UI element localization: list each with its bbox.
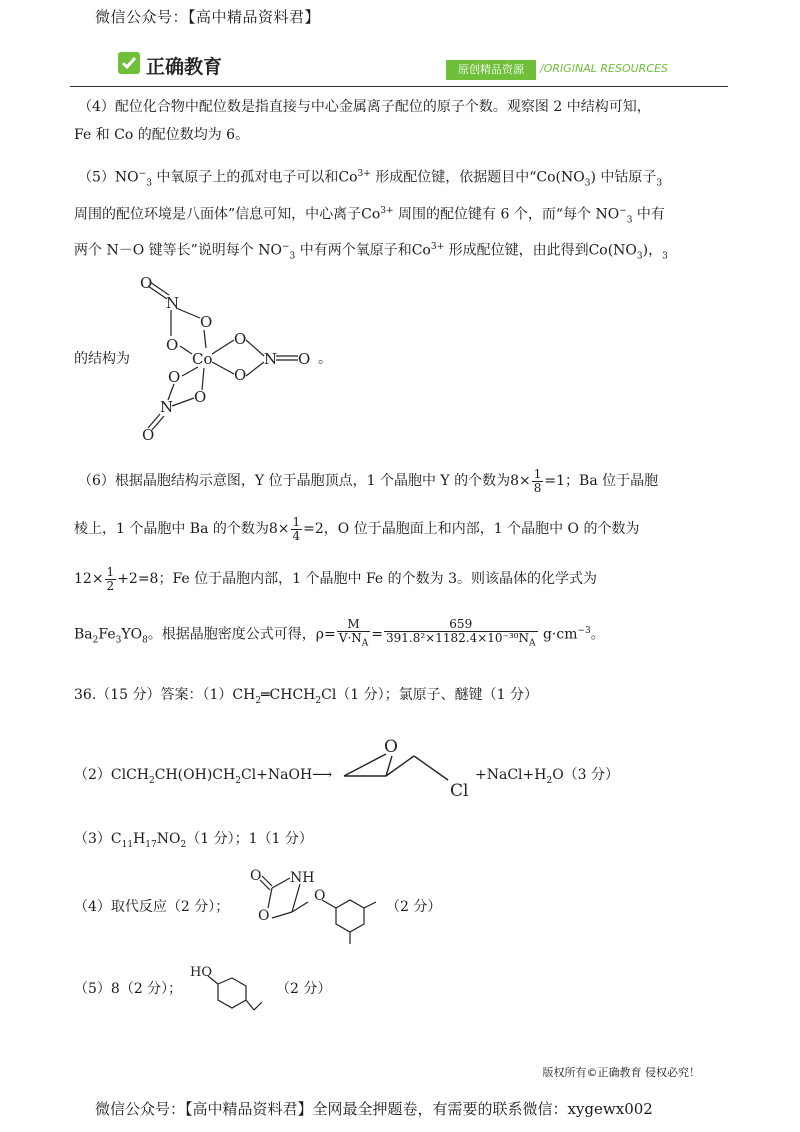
q36-line4-right: （2 分）	[386, 899, 442, 915]
svg-text:O: O	[298, 350, 311, 368]
svg-text:HO: HO	[190, 965, 212, 980]
svg-text:O: O	[234, 366, 247, 384]
p-ethylphenol-structure	[188, 962, 268, 1022]
svg-text:O: O	[166, 336, 179, 354]
svg-text:O: O	[258, 908, 270, 924]
q5-line3: 两个 N－O 键等长”说明每个 $NO^-_3$ 中有两个氧原子和$Co^{3+}$ 形成配位键，由此得到$Co(NO_3)$，$_3$	[74, 242, 668, 262]
svg-text:N: N	[264, 350, 278, 368]
q6-line2: 棱上，1 个晶胞中 Ba 的个数为8× $\frac{1}{4}$ =2，O 位于晶胞面上和内部，1 个晶胞中 O 的个数为	[74, 514, 640, 543]
q36-line2-left: $(2)ClCH_2CH(OH)CH_2Cl+NaOH⟶$	[74, 767, 333, 786]
q36-line4-left: （4）取代反应（2 分）；	[74, 899, 230, 915]
density-formula: $\frac{M}{V\cdot N_A}$	[338, 617, 369, 649]
q36-line1: 36.（15 分）答案：$(1)CH_2═CHCH_2Cl(1$ 分）；氯原子、醚键（1 分）	[74, 687, 539, 706]
svg-text:O: O	[250, 868, 262, 884]
q5-line1: $(5)NO^-_3$ 中氧原子上的孤对电子可以和$Co^{3+}$ 形成配位键，依据题目中“$Co(NO_3)$ 中钴原子$_3$	[78, 169, 663, 189]
svg-text:O: O	[384, 737, 398, 757]
resources-english: /ORIGINAL RESOURCES	[540, 62, 668, 75]
q5-structure-label: 的结构为	[74, 351, 130, 367]
svg-text:N: N	[166, 294, 180, 312]
svg-text:O: O	[194, 388, 207, 406]
q6-line3: 12× $\frac{1}{2}$ +2=8；Fe 位于晶胞内部，1 个晶胞中 Fe 的个数为 3。则该晶体的化学式为	[74, 564, 597, 593]
co-nitrate-structure	[130, 272, 340, 447]
fraction-one-half: $\frac{1}{2}$	[106, 564, 115, 593]
q6-line1: （6）根据晶胞结构示意图，Y 位于晶胞顶点，1 个晶胞中 Y 的个数为8× $\frac{1}{8}$ =1；Ba 位于晶胞	[78, 466, 659, 495]
q36-line2-right: $+NaCl+H_2O(3$ 分）	[475, 767, 620, 786]
svg-text:O: O	[142, 426, 155, 444]
svg-text:O: O	[200, 313, 213, 331]
resources-badge: 原创精品资源	[446, 60, 536, 80]
density-value: $\frac{659}{391.8^2\times 1182.4\times 10^{-30}N_A}$	[386, 617, 536, 649]
q6-line4: $Ba_2Fe_3YO_8$。根据晶胞密度公式可得，ρ= $\frac{M}{V\cdot N_A}$ = $\frac{659}{391.8^2\times 1182.4\times 10^{-30}N_A}$ $g\cdot cm^{-3}$。	[74, 617, 605, 649]
q5-structure-end: 。	[318, 351, 332, 367]
svg-text:NH: NH	[290, 870, 315, 886]
fraction-one-eighth: $\frac{1}{8}$	[533, 466, 542, 495]
svg-text:N: N	[160, 398, 174, 416]
brand-logo-text: 正确教育	[146, 56, 223, 78]
header-divider	[70, 86, 728, 87]
svg-text:O: O	[314, 888, 326, 904]
svg-text:O: O	[140, 274, 153, 292]
q5-line2: 周围的配位环境是八面体”信息可知，中心离子$Co^{3+}$ 周围的配位键有 6 个，而“每个 $NO^-_3$ 中有	[74, 206, 665, 226]
q4-line1: （4）配位化合物中配位数是指直接与中心金属离子配位的原子个数。观察图 2 中结构可知，	[78, 99, 651, 115]
epichlorohydrin-structure	[330, 734, 480, 800]
check-logo-icon	[118, 52, 140, 74]
q36-line5-right: （2 分）	[276, 981, 332, 997]
bottom-banner: 微信公众号：【高中精品资料君】全网最全押题卷，有需要的联系微信：xygewx002	[95, 1100, 653, 1118]
svg-text:O: O	[234, 330, 247, 348]
q36-line5-left: （5）8（2 分）；	[74, 981, 183, 997]
svg-text:Cl: Cl	[450, 781, 469, 800]
svg-text:O: O	[168, 368, 181, 386]
top-banner: 微信公众号：【高中精品资料君】	[95, 8, 321, 26]
q36-line3: $(3)C_{11}H_{17}NO_2(1$ 分）；1（1 分）	[74, 831, 313, 850]
copyright-note: 版权所有©正确教育 侵权必究！	[542, 1066, 700, 1079]
oxazolidinone-structure	[244, 862, 384, 946]
fraction-one-quarter: $\frac{1}{4}$	[292, 514, 301, 543]
q4-line2: Fe 和 Co 的配位数均为 6。	[74, 127, 250, 143]
svg-text:Co: Co	[192, 350, 213, 368]
